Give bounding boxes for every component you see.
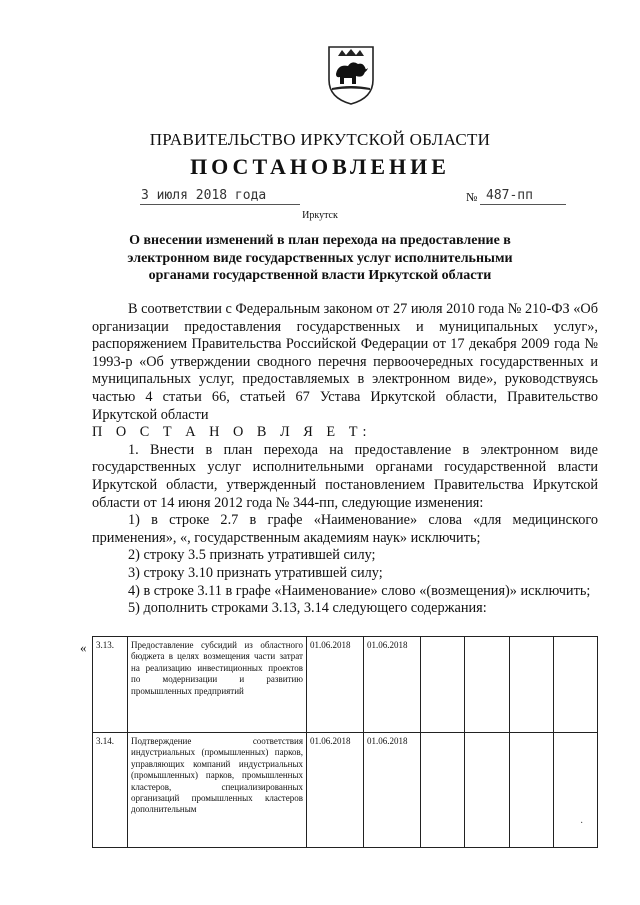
table-row — [93, 733, 598, 848]
document-body — [92, 301, 598, 618]
service-name: Подтверждение соответствия индустриальных (промышленных) парков, управляющих компаний индустриальных (промышленных) парков, промышленных кластеров, специализированных организаций промышленных кластеров дополнительным — [128, 733, 307, 848]
document-date: 3 июля 2018 года — [141, 188, 267, 203]
empty-cell — [465, 637, 509, 733]
date-start: 01.06.2018 — [307, 733, 364, 848]
date-end: 01.06.2018 — [364, 637, 421, 733]
list-item: 1) в строке 2.7 в графе «Наименование» слова «для медицинского применения», «, государственным академиям наук» исключить; — [92, 512, 598, 546]
list-item: 3) строку 3.10 признать утратившей силу; — [128, 564, 383, 581]
service-name: Предоставление субсидий из областного бюджета в целях возмещения части затрат на реализацию инвестиционных проектов по модернизации и развитию промышленных предприятий — [128, 637, 307, 733]
empty-cell — [509, 637, 553, 733]
empty-cell — [553, 733, 597, 848]
scan-mark: · — [580, 818, 584, 829]
services-table — [92, 636, 598, 848]
preamble: В соответствии с Федеральным законом от 27 июля 2010 года № 210-ФЗ «Об организации предоставления государственных и муниципальных услуг», распоряжением Правительства Российской Федерации от 17 декабря 2009 года № 1993-р «Об утверждении сводного перечня первоочередных государственных и муниципальных услуг, предоставляемых в электронном виде», руководствуясь частью 4 статьи 66, статьей 67 Устава Иркутской области, Правительство Иркутской области — [92, 301, 598, 423]
row-number: 3.13. — [93, 637, 128, 733]
decree-word: П О С Т А Н О В Л Я Е Т: — [92, 424, 372, 441]
government-name: ПРАВИТЕЛЬСТВО ИРКУТСКОЙ ОБЛАСТИ — [149, 130, 491, 149]
coat-of-arms-icon — [326, 44, 376, 106]
empty-cell — [465, 733, 509, 848]
list-item: 2) строку 3.5 признать утратившей силу; — [128, 547, 376, 564]
date-end: 01.06.2018 — [364, 733, 421, 848]
document-type: ПОСТАНОВЛЕНИЕ — [190, 154, 450, 179]
empty-cell — [509, 733, 553, 848]
number-underline — [480, 204, 566, 205]
date-underline — [140, 204, 300, 205]
list-item: 5) дополнить строками 3.13, 3.14 следующего содержания: — [128, 600, 487, 617]
list-item: 4) в строке 3.11 в графе «Наименование» слово «(возмещения)» исключить; — [128, 582, 591, 599]
document-number: 487-пп — [486, 188, 533, 203]
city: Иркутск — [302, 210, 338, 221]
empty-cell — [421, 733, 465, 848]
date-start: 01.06.2018 — [307, 637, 364, 733]
empty-cell — [421, 637, 465, 733]
empty-cell — [553, 637, 597, 733]
document-title: О внесении изменений в план перехода на предоставление в электронном виде государственных услуг исполнительными органами государственной власти Иркутской области — [127, 233, 513, 283]
row-number: 3.14. — [93, 733, 128, 848]
number-sign: № — [466, 190, 478, 204]
table-row — [93, 637, 598, 733]
paragraph-1: 1. Внести в план перехода на предоставление в электронном виде государственных услуг исполнительными органами государственной власти Иркутской области, утвержденный постановлением Правительства Иркутской области от 14 июня 2012 года № 344-пп, следующие изменения: — [92, 441, 598, 511]
open-quote: « — [80, 640, 87, 655]
